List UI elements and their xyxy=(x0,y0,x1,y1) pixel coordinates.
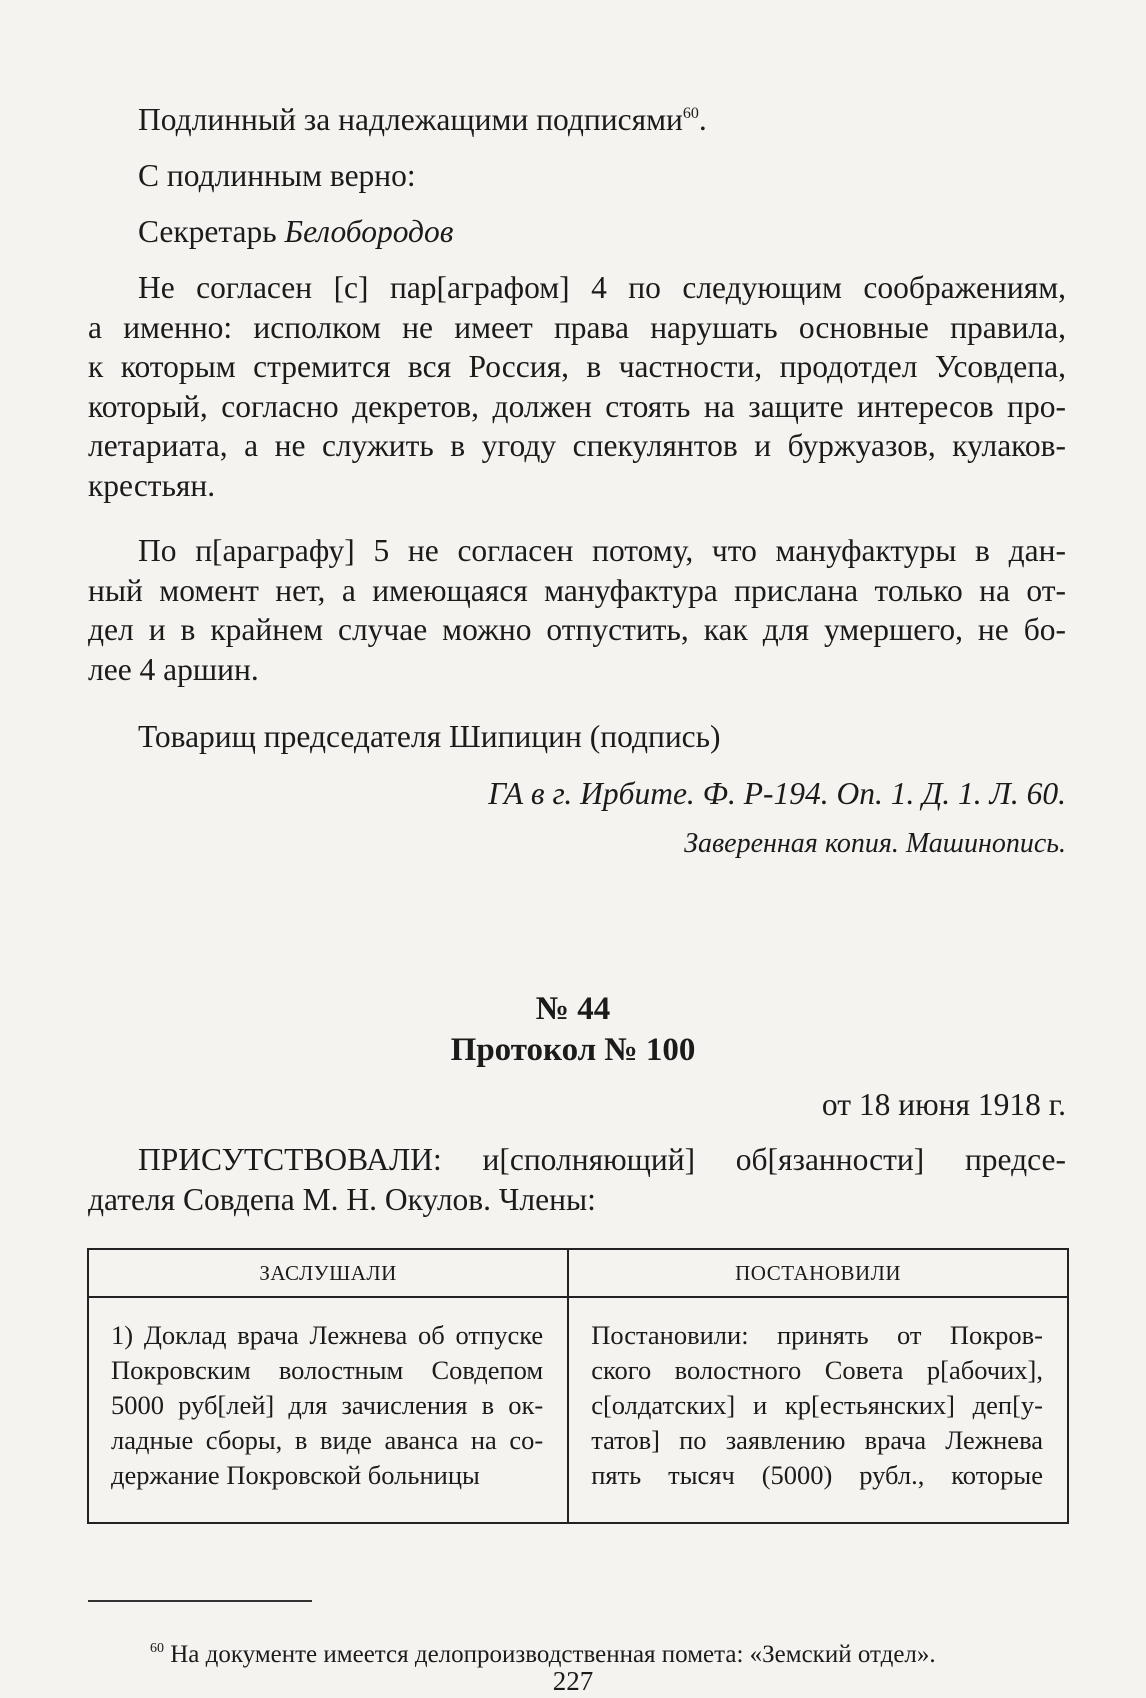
attendance-paragraph: ПРИСУТСТВОВАЛИ: и[сполняющий] об[язанности] предсе- дателя Совдепа М. Н. Окулов. Члены: xyxy=(88,1142,1066,1217)
decided-cell: Постановили: принять от Покров- ского волостного Совета р[абочих], с[олдатских] и кр[естьянских] деп[у- татов] по заявлению врача Лежнева пять тысяч (5000) рубл., которые xyxy=(568,1297,1068,1523)
footnote-divider xyxy=(88,1600,312,1602)
secretary-line: Секретарь Белобородов xyxy=(138,214,454,249)
paragraph-objection-4: Не согласен [с] пар[аграфом] 4 по следующим соображениям, а именно: исполком не имеет права нарушать основные правила, к которым стремится вся Россия, в частности, продотдел Усовдепа, который, согласно декретов, должен стоять на защите интересов про- летариата, а не служить в угоду спекулянтов и буржуазов, кулаков- крестьян. xyxy=(88,270,1066,503)
document-title: Протокол № 100 xyxy=(450,1032,696,1068)
footnote: $^{60}$ На документе имеется делопроизводственная помета: «Земский отдел». xyxy=(150,1641,936,1668)
column-header-heard: ЗАСЛУШАЛИ xyxy=(88,1249,568,1297)
copy-note: Заверенная копия. Машинопись. xyxy=(684,828,1066,859)
table-header-row xyxy=(88,1249,1068,1297)
paragraph-objection-5: По п[араграфу] 5 не согласен потому, что мануфактуры в дан- ный момент нет, а имеющаяся мануфактура прислана только на от- дел и в крайнем случае можно отпустить, как для умершего, не бо- лее 4 аршин. xyxy=(88,533,1066,687)
archive-reference: ГА в г. Ирбите. Ф. Р-194. Оп. 1. Д. 1. Л. 60. xyxy=(488,776,1066,811)
column-header-decided: ПОСТАНОВИЛИ xyxy=(568,1249,1068,1297)
original-signatures-line: Подлинный за надлежащими подписями$^{60}$. xyxy=(138,102,707,137)
page-number: 227 xyxy=(552,1666,594,1696)
certified-line: С подлинным верно: xyxy=(138,158,416,193)
heard-cell: 1) Доклад врача Лежнева об отпуске Покровским волостным Совдепом 5000 руб[лей] для зачисления в ок- ладные сборы, в виде аванса на со- держание Покровской больницы xyxy=(88,1297,568,1523)
protocol-table xyxy=(87,1248,1069,1524)
table-row xyxy=(88,1297,1068,1523)
secretary-name: Белобородов xyxy=(284,214,454,249)
footnote-mark: 60 xyxy=(150,1641,164,1656)
signature-line: Товарищ председателя Шипицин (подпись) xyxy=(138,719,721,754)
document-date: от 18 июня 1918 г. xyxy=(821,1087,1066,1122)
footnote-ref: 60 xyxy=(682,105,699,122)
document-number: № 44 xyxy=(535,991,611,1027)
